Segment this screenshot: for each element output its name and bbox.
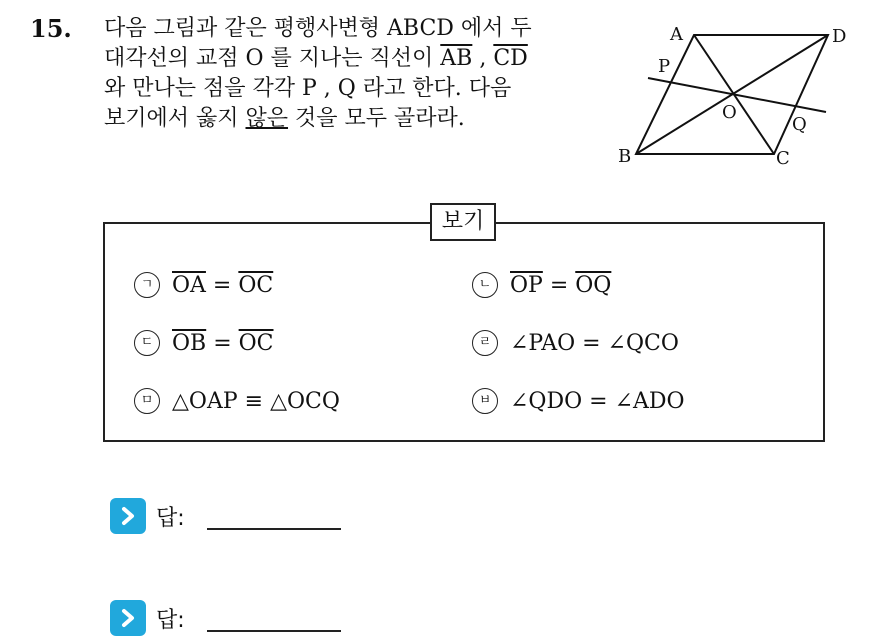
chevron-right-icon (110, 498, 146, 534)
item-mark: ㄱ (134, 272, 160, 298)
answer-label: 답: (156, 505, 185, 531)
bogi-item-2 (472, 272, 611, 298)
answer-blank[interactable] (207, 502, 341, 530)
question-line-2 (104, 44, 599, 74)
bogi-item-4 (472, 330, 679, 356)
answer-label: 답: (156, 607, 185, 633)
label-o: O (722, 102, 737, 123)
question-line-3: 와 만나는 점을 각각 P , Q 라고 한다. 다음 (104, 76, 512, 101)
expr-part: $\overline{OQ}$ (575, 272, 612, 298)
question-number: 15. (30, 14, 72, 43)
question-text (104, 14, 599, 134)
expr-part: $\overline{OC}$ (238, 330, 274, 356)
line-pq (648, 78, 826, 112)
label-b: B (618, 146, 632, 167)
expr-part: △OAP ≡ △OCQ (172, 388, 340, 414)
item-mark: ㄹ (472, 330, 498, 356)
question-line-4-prefix: 보기에서 옳지 (104, 106, 246, 131)
underlined-word: 않은 (245, 106, 289, 131)
label-d: D (832, 26, 847, 47)
item-mark: ㄴ (472, 272, 498, 298)
question-line-4-suffix: 것을 모두 골라라. (288, 106, 465, 131)
bogi-item-1 (134, 272, 273, 298)
bogi-item-5 (134, 388, 340, 414)
bogi-title: 보기 (430, 203, 496, 241)
item-mark: ㄷ (134, 330, 160, 356)
expr-part: = (206, 330, 239, 356)
answer-row-1 (110, 498, 341, 534)
comma: , (472, 46, 494, 71)
bogi-item-6 (472, 388, 685, 414)
label-a: A (670, 24, 683, 45)
item-mark: ㅁ (134, 388, 160, 414)
label-q: Q (792, 114, 807, 135)
expr-part: $\overline{OC}$ (238, 272, 274, 298)
answer-row-2 (110, 600, 341, 636)
question-line-4 (104, 104, 599, 134)
expr-part: $\overline{OA}$ (172, 272, 206, 298)
label-c: C (776, 148, 790, 169)
expr-part: $\overline{OP}$ (510, 272, 543, 298)
answer-blank[interactable] (207, 604, 341, 632)
segment-ab: $\overline{AB}$ (440, 46, 473, 71)
expr-part: $\overline{OB}$ (172, 330, 207, 356)
bogi-item-3 (134, 330, 274, 356)
label-p: P (658, 56, 671, 77)
expr-part: ∠PAO = ∠QCO (510, 330, 679, 356)
parallelogram-figure (612, 20, 847, 170)
question-line-1: 다음 그림과 같은 평행사변형 ABCD 에서 두 (104, 16, 532, 41)
expr-part: = (205, 272, 239, 298)
item-mark: ㅂ (472, 388, 498, 414)
chevron-right-icon (110, 600, 146, 636)
segment-cd: $\overline{CD}$ (493, 46, 528, 71)
expr-part: ∠QDO = ∠ADO (510, 388, 685, 414)
expr-part: = (542, 272, 576, 298)
question-line-2-text: 대각선의 교점 O 를 지나는 직선이 (104, 46, 441, 71)
